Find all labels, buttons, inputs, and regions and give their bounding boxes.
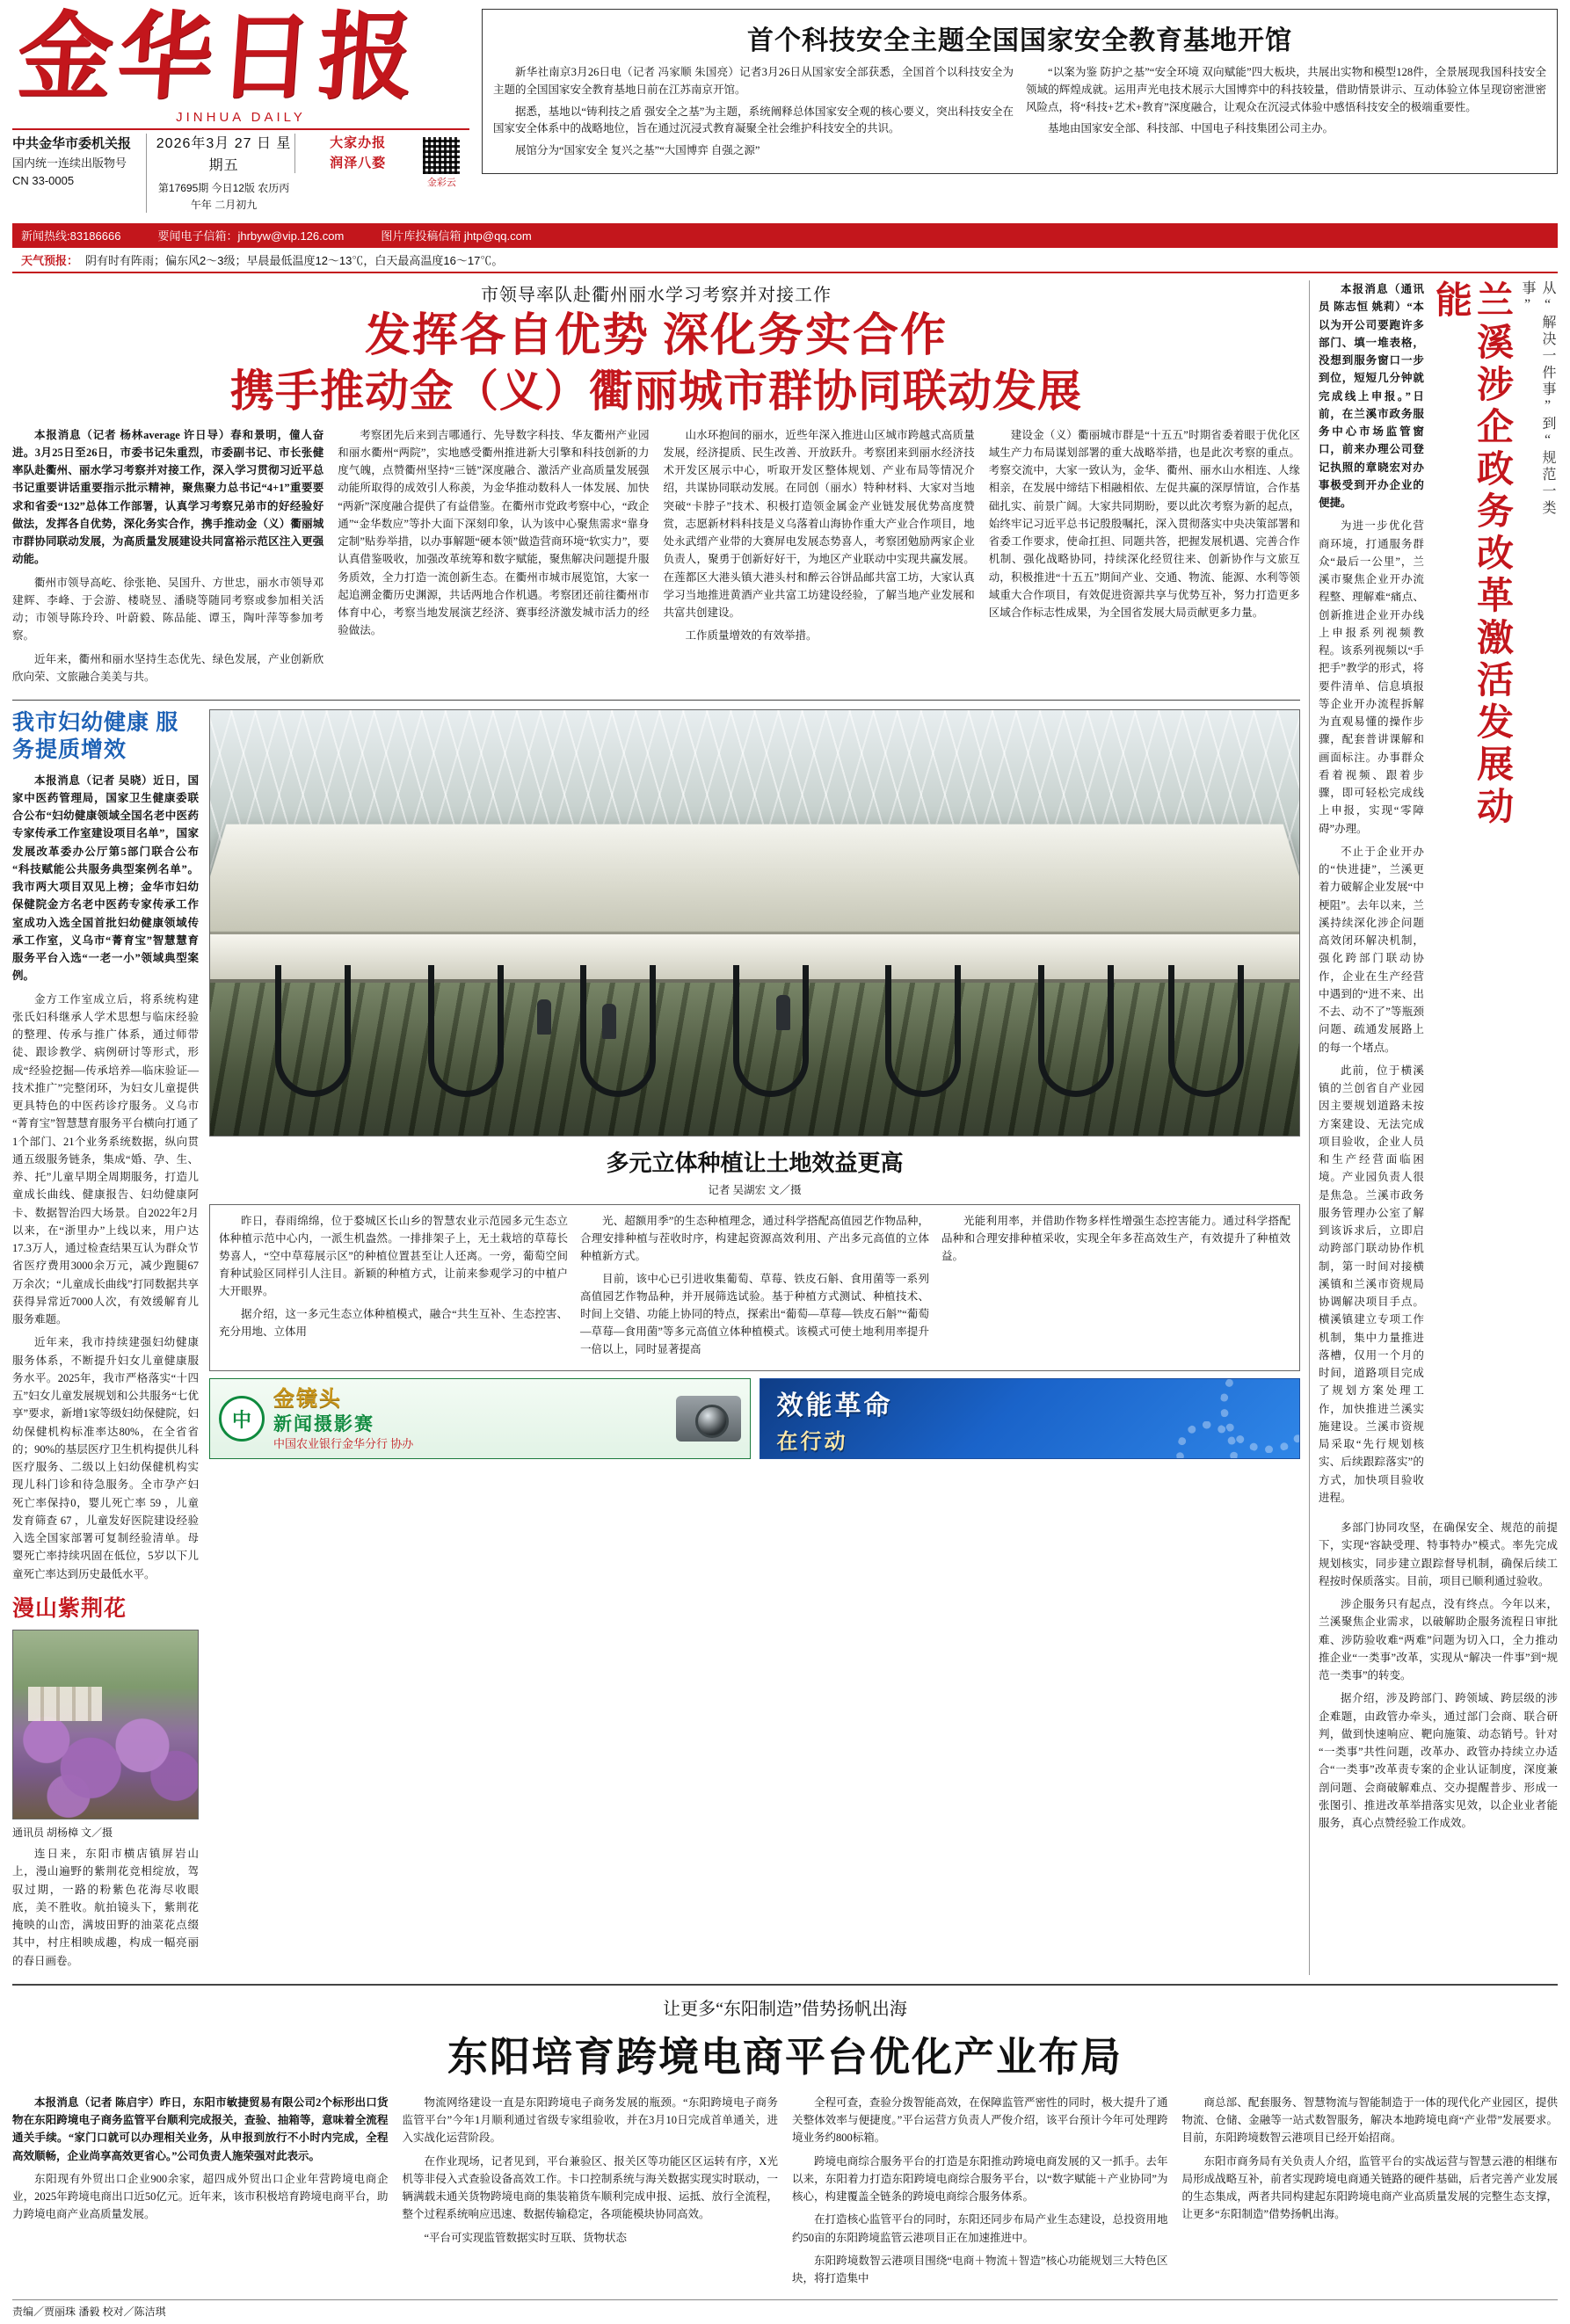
paragraph: 全程可查，查验分拨智能高效，在保障监管严密性的同时，极大提升了通关整体效率与便捷度。”平台运营方负责人严俊介绍，该平台预计今年可处理跨境业务约800标箱。 (792, 2095, 1168, 2145)
paragraph: 连日来，东阳市横店镇屏岩山上，漫山遍野的紫荆花竞相绽放，驾驭过期，一路的粉紫色花海尽收眼底，美不胜收。航拍镜头下，紫荆花掩映的山峦，满坡田野的油菜花点缀其中，村庄相映成趣，构成一幅亮丽的春日画卷。 (12, 1848, 199, 1967)
lead-news-col-1 (493, 64, 1014, 164)
weather-text: 阴有时有阵雨；偏东风2～3级；早晨最低温度12～13℃，白天最高温度16～17℃。 (85, 254, 504, 268)
photo-contest-banner[interactable] (209, 1378, 751, 1459)
masthead-info (12, 134, 469, 213)
lanxi-story (1309, 280, 1558, 1975)
newspaper-title: 金华日报 (13, 6, 423, 111)
paragraph: 在作业现场，记者见到，平台兼验区、报关区等功能区区运转有序，X光机等非侵入式查验设备高效工作。卡口控制系统与海关数据实现实时联动，一辆满载未通关货物跨境电商的集装箱货车顺利完成申报、运抵、放行全流程，整个过程系统响应迅速、数据传输稳定，各项能模块协同高效。 (402, 2154, 778, 2221)
masthead-date-block (146, 134, 294, 213)
bottom-col-1 (12, 2094, 389, 2293)
paragraph: 展馆分为“国家安全 复兴之基”“大国博弈 自强之源” (515, 144, 760, 156)
greenhouse-photo-credit: 记者 吴湖宏 文／摄 (708, 1184, 802, 1197)
paragraph: 建设金（义）衢丽城市群是“十五五”时期省委着眼于优化区域生产力布局谋划部署的重大战略举措，也是此次考察的重点。考察交流中，大家一致认为，金华、衢州、丽水山水相连、人缘相亲，在发展中缔结下相融相依、左促共赢的深厚情谊，合作基础扎实、前景广阔。大家共同期盼，要以此次考察为新的起点，始终牢记习近平总书记殷殷嘱托，深入贯彻落实中央决策部署和省委工作要求，使命扛担、同题共答，把握发展机遇、完善合作机制、强化战略协同，持续深化经贸往来、创新协作与文旅互动，积极推进“十五五”期间产业、交通、物流、能源、水利等领域重大合作项目，有效促进资源共享与优势互补，努力打造更多区域合作标志性成果，为全国省发展大局贡献更多力量。 (988, 428, 1300, 620)
paragraph: 考察团先后来到吉哪通行、先导数字科技、华友衢州产业园和丽水衢州“两院”，实地感受衢州推进新大引擎和科技创新的力度气魄，点赞衢州坚持“三链”深度融合、激活产业高质量发展强动能所取得的成效引人称羨，为金华推动数科人一体发展、加快“两新”深度融合提供了有益借鉴。在衢州市党政考察中心，“政企通”“金华数应”等扑大面下深刻印象，认为该中心聚焦需求“靠身定制”贴券举措，以办事解题“硬本领”做造营商环境“软实力”，要认真借鉴吸收，加强改革统筹和数字赋能，聚焦解决问题提升服务质效，全力打造一流创新生态。在衢州市城市展览馆，大家一起追溯金衢历史渊源，共话两地合作机遇。考察团还前往衢州市体育中心，考察当地发展演艺经济、赛事经济激发城市活力的经验做法。 (338, 428, 650, 637)
bottom-col-3 (792, 2094, 1168, 2293)
hotline-bar (12, 223, 1558, 247)
photo-contest-text (273, 1386, 413, 1452)
paragraph: 跨境电商综合服务平台的打造是东阳推动跨境电商发展的又一抓手。去年以来，东阳着力打造东阳跨境电商综合服务平台，以“数字赋能＋产业协同”为核心，构建覆盖全链条的跨境电商综合服务体系。 (792, 2154, 1168, 2204)
masthead (12, 6, 1558, 218)
bottom-col-2 (403, 2094, 779, 2293)
lanxi-kicker: 从“解决一件事”到“规范一类事” (1520, 280, 1555, 518)
masthead-qr-block[interactable] (414, 134, 469, 191)
paragraph: 据介绍，涉及跨部门、跨领域、跨层级的涉企难题，由政管办牵头，通过部门会商、联合研判，做到快速响应、靶向施策、动态销号。针对“一类事”共性问题，改革办、政管办持续立办适合“一类事”改革责专案的企业认证制度，深度兼剖问题、会商破解难点、交办提醒普步、形成一张图引、推进改革举措落实见效，以企业业者能服务，真心点赞经验工作成效。 (1318, 1692, 1558, 1830)
paragraph: 本报消息（记者 吴晓）近日，国家中医药管理局，国家卫生健康委联合公布“妇幼健康领域全国名老中医药专家传承工作室建设项目名单”，国家发展改革委办公厅第5部门联合公布“科技赋能公共服务典型案例名单”。我市两大项目双见上榜；金华市妇幼保健院金方名老中医药专家传承工作室成功入选全国首批妇幼健康领域传承工作室，义乌市“菁育宝”智慧慧育服务平台入选“一老一小”领域典型案例。 (12, 773, 199, 983)
hotline-text: 新闻热线:83186666 (21, 229, 121, 243)
promo-row (209, 1371, 1300, 1459)
maternal-health-body (12, 772, 199, 1583)
paragraph: “平台可实现监管数据实时互联、货物状态 (424, 2231, 628, 2244)
lower-section (12, 700, 1300, 1975)
paragraph: 商总部、配套服务、智慧物流与智能制造于一体的现代化产业园区，提供物流、仓储、金融等一站式数智服务，解决本地跨境电商“产业带”发展要求。目前，东阳跨境数智云港项目已经开始招商。 (1181, 2095, 1558, 2145)
lead-news-title: 首个科技安全主题全国国家安全教育基地开馆 (747, 26, 1292, 55)
hanging-hose (580, 965, 656, 1097)
masthead-issn-2: CN 33-0005 (12, 173, 75, 187)
hanging-hose (1038, 965, 1114, 1097)
paragraph: 山水环抱间的丽水，近些年深入推进山区城市跨越式高质量发展，经济提质、民生改善、开放跃升。考察团来到丽水经济技术开发区展示中心，听取开发区整体规划、产业布局等情况介绍，共谋协同联动发展。在同创（丽水）特种材料、大家对当地突破“卡脖子”技术、积极打造领金属金产业链发展优势高度赞赏，志愿新材料科技是义乌落着山海协作重大产业合作项目，地处永武缙产业带的大赛屏电发展态势喜人，考察团勉励两家企业负责人，聚勇于创新好好干，为地区产业联动中实现共赢发展。在莲都区大港头镇大港头村和醉云谷饼品邮共富工坊，大家认真学习当地推进黄酒产业共富工坊建设经验，了解当地产业发展和共富共创建设。 (663, 428, 975, 620)
greenhouse-block (209, 709, 1300, 1975)
paragraph: 东阳跨境数智云港项目围绕“电商＋物流＋智造”核心功能规划三大特色区块，将打造集中 (792, 2254, 1168, 2285)
page-footer (12, 2299, 1558, 2319)
bottom-columns (12, 2094, 1558, 2293)
maternal-health-title: 我市妇幼健康 服务提质增效 (12, 711, 179, 763)
bottom-kicker: 让更多“东阳制造”借势扬帆出海 (663, 1999, 907, 2019)
worker-figure (602, 1004, 616, 1039)
greenhouse-col-3 (941, 1212, 1290, 1363)
lead-kicker: 市领导率队赴衢州丽水学习考察并对接工作 (480, 286, 832, 306)
flowers-photo (12, 1630, 199, 1819)
lead-col-4 (989, 426, 1300, 692)
paragraph: 东阳市商务局有关负责人介绍，监管平台的实战运营与智慧云港的相继布局形成战略互补，前者实现跨境电商通关链路的硬件基础，后者完善产业发展的生态集成，两者共同构建起东阳跨境电商产业高质量发展的完整生态支撑，让更多“东阳制造”借势扬帆出海。 (1181, 2154, 1558, 2221)
paragraph: 目前，该中心已引进收集葡萄、草莓、铁皮石斛、食用菌等一系列高值园艺作物品种，并开展筛选试验。基于种植方式测试、种植技术、时间上交错、功能上协同的特点，探索出“葡萄—草莓—铁皮石斛”“葡萄—草莓—食用菌”等多元高值立体种植模式。该模式可使土地利用率提升一倍以上，同时显著提高 (579, 1273, 929, 1356)
lanxi-headline-row (1319, 280, 1558, 1512)
paragraph: 光、超额用季”的生态种植理念，通过科学搭配高值园艺作物品种，合理安排种植与茬收时序，构建起资源高效利用、产出多元高值的立体种植新方式。 (579, 1215, 929, 1263)
lead-news-box (482, 9, 1558, 174)
masthead-issue: 第17695期 今日12版 农历丙午年 二月初九 (157, 181, 290, 211)
hanging-hose (885, 965, 961, 1097)
lead-news-col-2 (1026, 64, 1546, 164)
paragraph: 多部门协同攻坚，在确保安全、规范的前提下，实现“容缺受理、特事特办”模式。率先完成规划核实，同步建立跟踪督导机制，确保后续工程按时保质落实。目前，项目已顺利通过验收。 (1318, 1521, 1558, 1587)
masthead-divider (12, 128, 469, 130)
paragraph: 本报消息（记者 杨林average 许日导）春和景明，僮人奋进。3月25日至26日，市委书记朱重烈，市委副书记、市长张健率队赴衢州、丽水学习考察并对接工作，深入学习贯彻习近平总书记重要讲话重要指示批示精神，聚焦聚力总书记“4+1”重要要求和省委“132”总体工作部署，认真学习考察兄弟市的好经验好做法，发挥各自优势，深化务实合作，携手推动金（义）衢丽城市群协同联动发展，为高质量发展建设共同富裕示范区注入更强动能。 (12, 428, 324, 566)
weather-bar (12, 247, 1558, 273)
masthead-slogan-2: 润泽八婺 (330, 155, 387, 171)
paragraph: 在打造核心监管平台的同时，东阳还同步布局产业生态建设，总投资用地约50亩的东阳跨境监管云港项目正在加速推进中。 (792, 2213, 1168, 2244)
footer-credits: 责编／贾丽珠 潘毅 校对／陈洁琪 (12, 2306, 166, 2319)
paragraph: 昨日，春雨绵绵，位于婺城区长山乡的智慧农业示范园多元生态立体种植示范中心内，一派生机盎然。一排排架子上，无土栽培的草莓长势喜人，“空中草莓展示区”的种植位置甚至让人还离。一旁，葡萄空间育种试验区同样引人注目。新颖的种植方式，让前来参观学习的中植户大开眼界。 (219, 1215, 568, 1298)
photo-contest-sponsor: 中国农业银行金华分行 协办 (273, 1437, 414, 1451)
camera-icon (676, 1396, 741, 1442)
masthead-date: 2026年3月 27 日 星期五 (156, 136, 292, 174)
lead-col-2 (338, 426, 649, 692)
hanging-hose (275, 965, 351, 1097)
weather-label: 天气预报： (21, 254, 79, 268)
flowers-photo-credit: 通讯员 胡杨樟 文／摄 (12, 1827, 113, 1840)
email-text: 要闻电子信箱：jhrbyw@vip.126.com (157, 229, 345, 243)
maternal-health-story (12, 709, 199, 1975)
lanxi-headline-block (1517, 280, 1558, 544)
lead-col-3 (663, 426, 974, 692)
paragraph: 不止于企业开办的“快进捷”，兰溪更着力破解企业发展“中梗阻”。去年以来，兰溪持续深化涉企问题高效闭环解决机制，强化跨部门联动协作，企业在生产经营中遇到的“进不来、出不去、动不了”等瓶颈问题、疏通发展路上的每一个堵点。 (1318, 845, 1424, 1054)
lanxi-body-bottom (1319, 1519, 1558, 1832)
paragraph: 新华社南京3月26日电（记者 冯家顺 朱国亮）记者3月26日从国家安全部获悉，全国首个以科技安全为主题的全国国家安全教育基地日前在江苏南京开馆。 (493, 66, 1014, 96)
paragraph: 光能利用率，并借助作物多样性增强生态控害能力。通过科学搭配品种和合理安排种植采收，实现全年多茬高效生产，有效提升了种植效益。 (941, 1215, 1290, 1263)
bottom-story (12, 1984, 1558, 2293)
masthead-slogan-block (294, 134, 414, 173)
lanxi-headline-main (1429, 280, 1512, 843)
abc-bank-logo-icon: 中 (219, 1396, 265, 1442)
greenhouse-col-2 (580, 1212, 929, 1363)
paragraph: 近年来，衢州和丽水坚持生态优先、绿色发展，产业创新欣欣向荣、文旅融合美美与共。 (12, 652, 324, 683)
hanging-hose (1168, 965, 1244, 1097)
paragraph: 本报消息（通讯员 陈志恒 姚莉）“本以为开公司要跑许多部门、填一堆表格，没想到服务窗口一步到位，短短几分钟就完成线上申报。”日前，在兰溪市政务服务中心市场监管窗口，前来办理公司登记执照的章晓宏对办事极受到开办企业的便捷。 (1318, 283, 1424, 510)
flowers-story-body (12, 1845, 199, 1970)
lead-headline-1: 发挥各自优势 深化务实合作 (364, 311, 948, 362)
qr-code-icon[interactable] (421, 135, 462, 176)
greenhouse-col-1 (219, 1212, 568, 1363)
masthead-org-block (12, 134, 146, 190)
paragraph: 衢州市领导高屹、徐张艳、吴国升、方世忠，丽水市领导邓建辉、李峰、于会游、楼晓昱、潘晓等随同考察或参加相关活动；市领导陈玲玲、叶蔚毅、陈品能、谭玉，陶叶萍等参加考察。 (12, 576, 324, 643)
hanging-hose (733, 965, 809, 1097)
masthead-org: 中共金华市委机关报 (12, 136, 132, 152)
efficiency-banner[interactable] (760, 1378, 1299, 1459)
efficiency-subtitle: 在行动 (776, 1430, 848, 1454)
bottom-col-4 (1182, 2094, 1559, 2293)
village-detail (28, 1687, 102, 1721)
newspaper-title-pinyin: JINHUA DAILY (176, 110, 306, 126)
greenhouse-story-columns (209, 1204, 1300, 1371)
photo-mail-text: 图片库投稿信箱 jhtp@qq.com (381, 229, 532, 243)
lanxi-headline: 兰溪涉企政务改革激活发展动能 (1429, 280, 1512, 830)
worker-figure (776, 995, 790, 1030)
photo-contest-subtitle: 新闻摄影赛 (273, 1413, 374, 1434)
masthead-left (12, 6, 469, 213)
paragraph: 近年来，我市持续建强妇幼健康服务体系，不断提升妇女儿童健康服务水平。2025年，我市严格落实“十四五”妇女儿童发展规划和公共服务“七优享”要求，新增1家等级妇幼保健院，妇幼保健机构标准率达80%，在全省省的；90%的基层医疗卫生机构提供儿科医疗服务、二级以上妇幼保健机构实现儿科门诊和待急服务。全市孕产妇死亡率保持0，婴儿死亡率 59 ，儿童发育筛查 67 ，儿童发好医院建设经验入选全国家部署可复制经验清单。母婴死亡率持续巩固在低位，5岁以下儿童死亡率达到历史最低水平。 (12, 1336, 199, 1580)
main-column (12, 280, 1300, 1975)
page-body (12, 280, 1558, 1975)
lead-col-1 (12, 426, 323, 692)
bottom-headline: 东阳培育跨境电商平台优化产业布局 (447, 2034, 1123, 2080)
qr-label: 金彩云 (426, 178, 456, 189)
hanging-hose (428, 965, 504, 1097)
masthead-slogan-1: 大家办报 (330, 135, 387, 151)
greenhouse-shade-curtain (209, 824, 1300, 932)
flowers-story-title: 漫山紫荆花 (12, 1596, 127, 1621)
paragraph: 东阳现有外贸出口企业900余家，超四成外贸出口企业年营跨境电商企业，2025年跨境电商出口近50亿元。近年来，该市积极培育跨境电商平台，助力跨境电商产业高质量发展。 (12, 2172, 389, 2221)
paragraph: 工作质量增效的有效举措。 (685, 629, 818, 643)
paragraph: 物流网络建设一直是东阳跨境电子商务发展的瓶颈。“东阳跨境电子商务监管平台”今年1月顺利通过省级专家组验收，并在3月10日完成首单通关，进入实战化运营阶段。 (402, 2095, 778, 2145)
paragraph: 据悉，基地以“铸利技之盾 强安全之基”为主题，系统阐释总体国家安全观的核心要义，突出科技安全在国家安全体系中的战略地位，旨在通过沉浸式教育凝聚全社会维护科技安全的共识。 (493, 105, 1014, 135)
lead-headline-2: 携手推动金（义）衢丽城市群协同联动发展 (229, 366, 1082, 416)
greenhouse-photo (209, 709, 1300, 1137)
paragraph: 涉企服务只有起点，没有终点。今年以来，兰溪聚焦企业需求，以破解助企服务流程日审批难、涉防验收难“两难”问题为切入口，全力推动推企业“一类事”改革，实现从“解决一件事”到“规范一类事”的转变。 (1318, 1598, 1558, 1682)
photo-contest-title: 金镜头 (273, 1387, 342, 1411)
lanxi-body-top (1319, 280, 1424, 1512)
paragraph: 金方工作室成立后，将系统构建张氏妇科继承人学术思想与临床经验的整理、传承与推广体系，通过师带徒、跟诊教学、病例研讨等形式，形成“经验挖掘—传承培养—临床验证—技术推广”完整闭环，为妇女儿童提供更具特色的中医药诊疗服务。义乌市“菁育宝”智慧慧育服务平台横向打通了1个部门、21个业务系统数据，纵向贯通五级服务链条，集成“婚、孕、生、养、托”儿童早期全周期服务，打造儿童成长曲线、健康报告、妇幼健康阿卡、数据智治四大场景。自2022年2月以来，在“浙里办”上线以来，用户达17.3万人，通过检查结果互认为群众节省医疗费用3000余万元，减少跑腿67万余次；“儿童成长曲线”打同数据共享获得异常近7000人次，有效缓解育儿服务难题。 (12, 992, 199, 1326)
masthead-issn-1: 国内统一连续出版物号 (12, 156, 127, 170)
paragraph: 据介绍，这一多元生态立体种植模式，融合“共生互补、生态控害、充分用地、立体用 (219, 1308, 568, 1339)
worker-figure (537, 999, 551, 1035)
efficiency-title: 效能革命 (776, 1391, 893, 1420)
paragraph: 为进一步优化营商环境，打通服务群众“最后一公里”，兰溪市聚焦企业开办流程整、理解难“痛点、创新推进企业开办线上申报系列视频教程。该系列视频以“手把手”教学的形式，将要件清单、信息填报等企业开办流程拆解为直观易懂的操作步骤，配套普讲课解和画面标注。办事群众看着视频、跟着步骤，即可轻松完成线上申报，实现“零障碍”办理。 (1318, 519, 1424, 835)
paragraph: 本报消息（记者 陈启宇）昨日，东阳市敏捷贸易有限公司2个标形出口货物在东阳跨境电子商务监管平台顺利完成报关，查验、抽箱等，意味着全流程通关手续。“家门口就可以办理相关业务，从申报到放行不小时内完成，全程高效顺畅，企业尚享高效更省心。”公司负责人施荣强对此表示。 (12, 2095, 389, 2162)
lead-news-columns (493, 64, 1546, 164)
paragraph: “以案为鉴 防护之基”“安全环境 双向赋能”四大板块，共展出实物和模型128件，全景展现我国科技安全领域的辉煌成就。运用声光电技术展示大国博弈中的科技较量，借助情景讲示、互动体验立体呈现窃密泄密风险点，将“科技+艺术+教育”深度融合，让观众在沉浸式体验中感悟科技安全的极端重要性。 (1026, 66, 1546, 113)
greenhouse-photo-caption: 多元立体种植让土地效益更高 (606, 1151, 904, 1177)
paragraph: 此前，位于横溪镇的兰创省自产业园因主要规划道路未按方案建设、无法完成项目验收，企业人员和生产经营面临困境。产业园负责人很是焦急。兰溪市政务服务管理办公室了解到该诉求后，立即启动跨部门联动协作机制，第一时间对接横溪镇和兰溪市资规局协调解决项目手点。横溪镇建立专项工作机制，集中力量推进落槽，仅用一个月的时间，道路项目完成了规划方案处理工作，加快推进兰溪实施建设。兰溪市资规局采取“先行规划核实、后续跟踪落实”的方式，加快项目验收进程。 (1318, 1064, 1424, 1504)
lead-story-columns (12, 426, 1300, 692)
paragraph: 基地由国家安全部、科技部、中国电子科技集团公司主办。 (1048, 122, 1334, 135)
